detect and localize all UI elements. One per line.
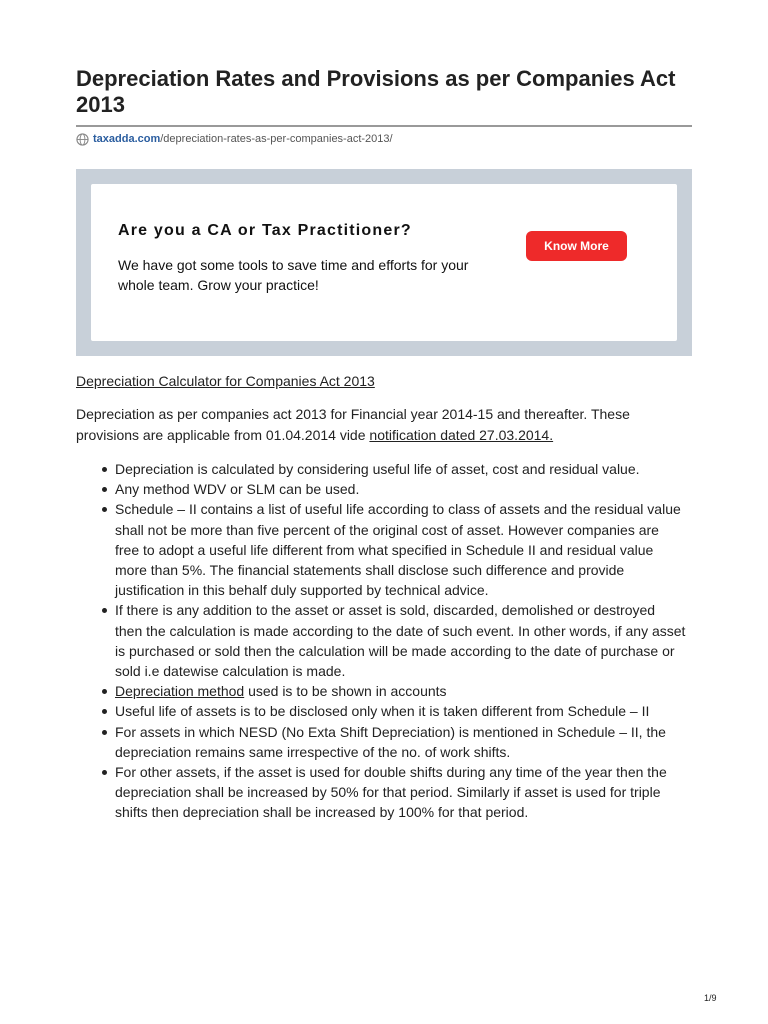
- intro-paragraph: [76, 404, 696, 446]
- source-url[interactable]: [76, 132, 393, 146]
- list-item: Useful life of assets is to be disclosed only when it is taken different from Schedule – II: [76, 701, 686, 721]
- page-number: 1/9: [704, 993, 717, 1003]
- title-divider: [76, 125, 692, 127]
- list-item: Depreciation is calculated by considering useful life of asset, cost and residual value.: [76, 459, 686, 479]
- depreciation-method-link[interactable]: Depreciation method: [115, 683, 245, 700]
- ad-heading: Are you a CA or Tax Practitioner?: [118, 222, 412, 239]
- globe-icon: [76, 133, 89, 146]
- depreciation-calculator-link[interactable]: Depreciation Calculator for Companies Act 2013: [76, 373, 375, 389]
- list-item: If there is any addition to the asset or asset is sold, discarded, demolished or destroyed then the calculation is made according to the date of such event. In other words, if any asset is purchased or sold then the calculation will be made according to the date of purchase or sold i.e datewise calculation is made.: [76, 600, 686, 681]
- list-item: For other assets, if the asset is used for double shifts during any time of the year then the depreciation shall be increased by 50% for that period. Similarly if asset is used for triple shifts then depreciation shall be increased by 100% for that period.: [76, 762, 686, 823]
- list-item: [76, 681, 686, 701]
- ad-body: We have got some tools to save time and efforts for your whole team. Grow your practice!: [118, 257, 469, 293]
- list-item: For assets in which NESD (No Exta Shift Depreciation) is mentioned in Schedule – II, the depreciation remains same irrespective of the no. of work shifts.: [76, 722, 686, 762]
- list-item: Schedule – II contains a list of useful life according to class of assets and the residual value shall not be more than five percent of the original cost of asset. However companies are free to adopt a useful life different from what specified in Schedule II and residual value more than 5%. The financial statements shall disclose such difference and provide justification in this behalf duly supported by technical advice.: [76, 499, 686, 600]
- page-title: Depreciation Rates and Provisions as per Companies Act 2013: [76, 66, 676, 117]
- intro-text: Depreciation as per companies act 2013 for Financial year 2014-15 and thereafter. These provisions are applicable from 01.04.2014 vide: [76, 406, 630, 443]
- notification-link[interactable]: notification dated 27.03.2014.: [369, 427, 554, 443]
- provisions-list: [76, 459, 686, 823]
- list-item-text: used is to be shown in accounts: [244, 683, 447, 700]
- source-path[interactable]: /depreciation-rates-as-per-companies-act-2013/: [160, 133, 393, 145]
- ad-banner: [76, 169, 692, 356]
- list-item: Any method WDV or SLM can be used.: [76, 479, 686, 499]
- source-domain[interactable]: taxadda.com: [93, 133, 161, 145]
- know-more-button[interactable]: Know More: [526, 231, 627, 261]
